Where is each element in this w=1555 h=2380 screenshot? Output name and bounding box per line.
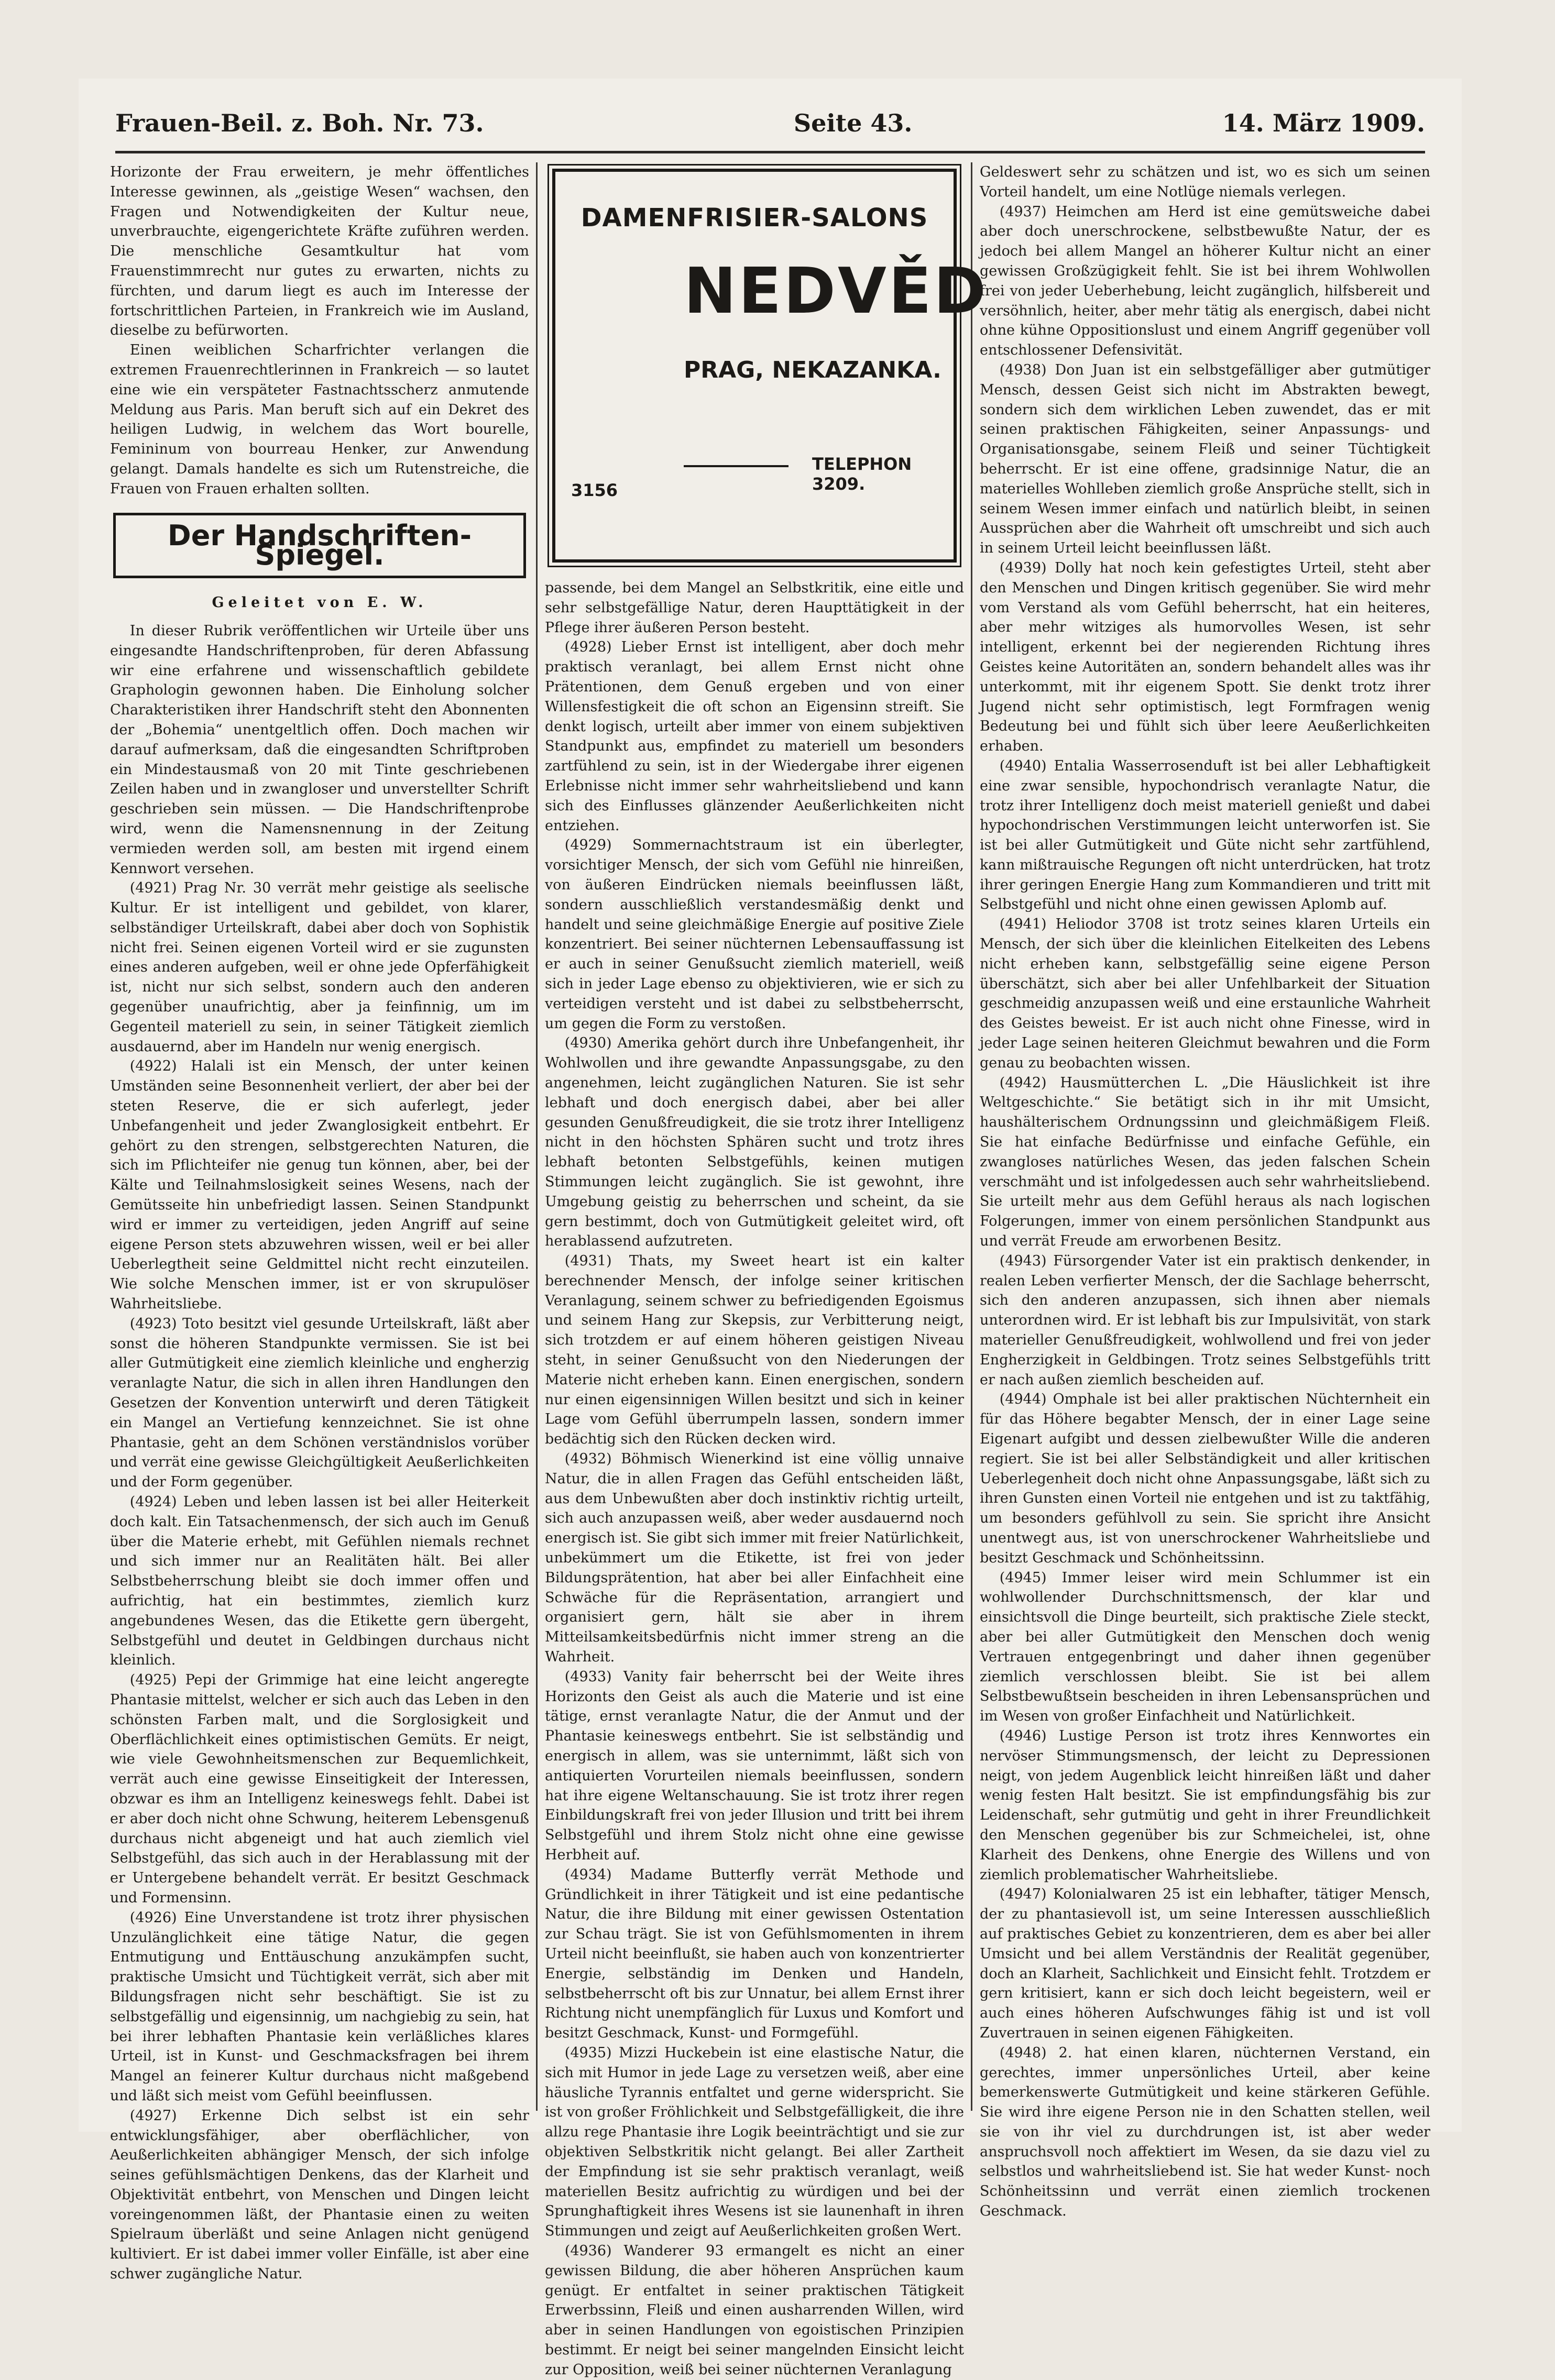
page-header xyxy=(115,100,1425,147)
handwriting-entry: (4926) Eine Unverstandene ist trotz ihrer physischen Unzulänglichkeit eine tätige Natur, die gegen Entmutigung und Enttäuschung anzukämpfen sucht, praktische Umsicht und Tüchtigkeit verrät, sich aber mit Bildungsfragen nicht sehr beschäftigt. Sie ist zu selbstgefällig und eigensinnig, um nachgiebig zu sein, hat bei ihrer lebhaften Phantasie kein verläßliches klares Urteil, ist in Kunst- und Geschmacksfragen bei ihrem Mangel an feinerer Kultur durchaus nicht maßgebend und läßt sich meist vom Gefühl beeinflussen. xyxy=(110,1909,529,2104)
column-1 xyxy=(110,162,529,2283)
column-3 xyxy=(980,162,1430,2220)
ad-heading: DAMENFRISIER-SALONS xyxy=(581,203,928,233)
advertisement-box xyxy=(552,169,988,563)
section-byline: Geleitet von E. W. xyxy=(212,594,428,611)
handwriting-entry: passende, bei dem Mangel an Selbstkritik, eine eitle und sehr selbstgefällige Natur, deren Haupttätigkeit in der Pflege ihrer äußeren Person besteht. xyxy=(545,580,964,636)
handwriting-entry: (4930) Amerika gehört durch ihre Unbefangenheit, ihr Wohlwollen und ihre gewandte Anpassungsgabe, zu den angenehmen, leicht zugänglichen Naturen. Sie ist sehr lebhaft und doch energisch dabei, aber bei aller gesunden Genußfreudigkeit, die sie trotz ihrer Intelligenz nicht in den höchsten Sphären sucht und trotz ihres lebhaft betonten Selbstgefühls, keinen mutigen Stimmungen leicht zugänglich. Sie ist gewohnt, ihre Umgebung geistig zu beherrschen und scheint, da sie gern bestimmt, doch von Gutmütigkeit geleitet wird, oft herablassend aufzutreten. xyxy=(545,1035,964,1250)
handwriting-entry: (4932) Böhmisch Wienerkind ist eine völlig unnaive Natur, die in allen Fragen das Gefühl entscheiden läßt, aus dem Unbewußten aber doch instinktiv richtig urteilt, sich auch anzupassen weiß, aber weder ausdauernd noch energisch ist. Sie gibt sich immer mit freier Natürlichkeit, unbekümmert um die Etikette, ist frei von jeder Bildungsprätention, hat aber bei aller Einfachheit eine Schwäche für die Repräsentation, arrangiert und organisiert gern, hält sie aber in ihrem Mitteilsamkeitsbedürfnis nicht immer streng an die Wahrheit. xyxy=(545,1451,964,1666)
handwriting-entry: (4936) Wanderer 93 ermangelt es nicht an einer gewissen Bildung, die aber höheren Ansprüchen kaum genügt. Er entfaltet in seiner praktischen Tätigkeit Erwerbssinn, Fleiß und einen ausharrenden Willen, wird aber in seinen Handlungen von egoistischen Prinzipien bestimmt. Er neigt bei seiner mangelnden Einsicht leicht zur Opposition, weiß bei seiner nüchternen Veranlagung xyxy=(545,2242,964,2378)
section-title: Der Handschriften-Spiegel. xyxy=(113,513,526,579)
header-page-number: Seite 43. xyxy=(793,109,913,137)
handwriting-entry: (4943) Fürsorgender Vater ist ein praktisch denkender, in realen Leben verfierter Mensch, der die Sachlage beherrscht, sich den anderen anzupassen, sich ihnen aber niemals unterordnen wird. Er ist lebhaft bis zur Impulsivität, von stark materieller Genußfreudigkeit, wohlwollend und frei von jeder Engherzigkeit in Geldbingen. Trotz seines Selbstgefühls tritt er nach außen ziemlich bescheiden auf. xyxy=(980,1252,1430,1388)
article-paragraph: Einen weiblichen Scharfrichter verlangen die extremen Frauenrechtlerinnen in Frankreich — so lautet eine wie ein verspäteter Fastnachtsscherz anmutende Meldung aus Paris. Man beruft sich auf ein Dekret des heiligen Ludwig, in welchem das Wort bourelle, Femininum von bourreau Henker, zur Anwendung gelangt. Damals handelte es sich um Rutenstreiche, die Frauen von Frauen erhalten sollten. xyxy=(110,342,529,497)
handwriting-entry: (4928) Lieber Ernst ist intelligent, aber doch mehr praktisch veranlagt, bei allem Ernst nicht ohne Prätentionen, dem Genuß ergeben und von einer Willensfestigkeit die oft schon an Eigensinn streift. Sie denkt logisch, urteilt aber immer von einem subjektiven Standpunkt aus, empfindet zu materiell um besonders zartfühlend zu sein, ist in der Wiedergabe ihrer eigenen Erlebnisse nicht immer sehr wahrheitsliebend und kann sich des Einflusses glänzender Aeußerlichkeiten nicht entziehen. xyxy=(545,639,964,834)
handwriting-entry: (4924) Leben und leben lassen ist bei aller Heiterkeit doch kalt. Ein Tatsachenmensch, der sich auch im Genuß über die Materie erhebt, mit Gefühlen niemals rechnet und sich immer nur an Realitäten hält. Bei aller Selbstbeherrschung bleibt sie doch immer offen und aufrichtig, hat ein bestimmtes, ziemlich kurz angebundenes Wesen, das die Etikette gern übergeht, Selbstgefühl und deutet in Geldbingen durchaus nicht kleinlich. xyxy=(110,1494,529,1669)
handwriting-entry: (4927) Erkenne Dich selbst ist ein sehr entwicklungsfähiger, aber oberflächlicher, von Aeußerlichkeiten abhängiger Mensch, der sich infolge seines gefühlsmächtigen Denkens, das der Klarheit und Objektivität entbehrt, von Menschen und Dingen leicht voreingenommen läßt, der Phantasie einen zu weiten Spielraum überläßt und seine Anlagen nicht genügend kultiviert. Er ist dabei immer voller Einfälle, ist aber eine schwer zugängliche Natur. xyxy=(110,2107,529,2283)
handwriting-entry: (4939) Dolly hat noch kein gefestigtes Urteil, steht aber den Menschen und Dingen kritisch gegenüber. Sie wird mehr vom Verstand als vom Gefühl beherrscht, hat ein heiteres, aber mehr witziges als humorvolles Wesen, ist sehr intelligent, erkennt bei der negierenden Richtung ihres Geistes keine Autoritäten an, sondern behandelt alles was ihr unterkommt, mit ihr eigenem Spott. Sie denkt trotz ihrer Jugend nicht sehr optimistisch, legt Formfragen wenig Bedeutung bei und fühlt sich über leere Aeußerlichkeiten erhaben. xyxy=(980,559,1430,755)
handwriting-entry: (4935) Mizzi Huckebein ist eine elastische Natur, die sich mit Humor in jede Lage zu versetzen weiß, aber eine häusliche Tyrannis entfaltet und gerne widerspricht. Sie ist von großer Fröhlichkeit und Selbstgefälligkeit, die ihre allzu rege Phantasie ihre Logik beeinträchtigt und sie zur objektiven Selbstkritik nicht gelangt. Bei aller Zartheit der Empfindung ist sie sehr praktisch veranlagt, weiß materiellen Besitz aufrichtig zu würdigen und bei der Sprunghaftigkeit ihres Wesens ist sie launenhaft in ihren Stimmungen und zeigt auf Aeußerlichkeiten großen Wert. xyxy=(545,2044,964,2240)
handwriting-entry: Geldeswert sehr zu schätzen und ist, wo es sich um seinen Vorteil handelt, um eine Notlüge niemals verlegen. xyxy=(980,164,1430,200)
handwriting-entry: (4931) Thats, my Sweet heart ist ein kalter berechnender Mensch, der infolge seiner kritischen Veranlagung, seinem schwer zu befriedigenden Egoismus und seinem Hang zur Skepsis, zur Verbitterung neigt, sich trotzdem er auf einem höheren geistigen Niveau steht, in seiner Genußsucht von den Niederungen der Materie nicht erheben kann. Einen energischen, sondern nur einen eigensinnigen Willen besitzt und sich in keiner Lage vom Gefühl überrumpeln lassen, sondern immer bedächtig sich den Rücken decken wird. xyxy=(545,1253,964,1448)
handwriting-entry: (4944) Omphale ist bei aller praktischen Nüchternheit ein für das Höhere begabter Mensch, der in einer Lage seine Eigenart aufgibt und dessen zielbewußter Wille die anderen regiert. Sie ist bei aller Selbständigkeit und aller kritischen Ueberlegenheit doch nicht ohne Anpassungsgabe, läßt sich zu ihren Gunsten einen Vorteil nie entgehen und ist zu taktfähig, um besonders gefühlvoll zu sein. Sie spricht ihre Ansicht unentwegt aus, ist von unerschrockener Wahrheitsliebe und besitzt Geschmack und Schönheitssinn. xyxy=(980,1391,1430,1566)
column-divider xyxy=(536,162,538,2111)
handwriting-entry: (4921) Prag Nr. 30 verrät mehr geistige als seelische Kultur. Er ist intelligent und gebildet, von klarer, selbständiger Urteilskraft, dabei aber doch von Sophistik nicht frei. Seinen eigenen Vorteil wird er sie zugunsten eines anderen aufgeben, weil er ohne jede Opferfähigkeit ist, nicht nur sich selbst, sondern auch den anderen gegenüber unaufrichtig, aber ja feinfinnig, um im Gegenteil materiell zu sein, in seiner Tätigkeit ziemlich ausdauernd, aber im Handeln nur wenig energisch. xyxy=(110,880,529,1055)
header-rule xyxy=(115,151,1425,153)
ad-address: PRAG, NEKAZANKA. xyxy=(684,357,941,383)
section-intro: In dieser Rubrik veröffentlichen wir Urteile über uns eingesandte Handschriftenproben, für deren Abfassung wir eine erfahrene und wissenschaftlich gebildete Graphologin gewonnen haben. Die Einholung solcher Charakteristiken ihrer Handschrift steht den Abonnenten der „Bohemia“ unentgeltlich offen. Doch machen wir darauf aufmerksam, daß die eingesandten Schriftproben ein Mindestausmaß von 20 mit Tinte geschriebenen Zeilen haben und in zwangloser und unverstellter Schrift geschrieben sein müssen. — Die Handschriftenprobe wird, wenn die Namensnennung in der Zeitung vermieden werden soll, am besten mit irgend einem Kennwort versehen. xyxy=(110,622,529,877)
handwriting-entry: (4938) Don Juan ist ein selbstgefälliger aber gutmütiger Mensch, dessen Geist sich nicht im Abstrakten bewegt, sondern sich dem wirklichen Leben zuwendet, das er mit seinen praktischen Fähigkeiten, seiner Anpassungs- und Organisationsgabe, seinem Fleiß und seiner Tüchtigkeit beherrscht. Er ist eine offene, gradsinnige Natur, die an materielles Wohlleben ziemlich große Ansprüche stellt, sich in seinem Wesen immer einfach und natürlich bleibt, in seinen Aussprüchen aber die Wahrheit oft umschreibt und sich auch in seinem Urteil leicht beeinflussen läßt. xyxy=(980,361,1430,557)
handwriting-entry: (4941) Heliodor 3708 ist trotz seines klaren Urteils ein Mensch, der sich über die kleinlichen Eitelkeiten des Lebens nicht erheben kann, selbstgefällig seine eigene Person überschätzt, sich aber bei aller Unfehlbarkeit der Situation geschmeidig anzupassen weiß und eine erstaunliche Wahrheit des Geistes beweist. Er ist auch nicht ohne Finesse, wird in jeder Lage seinen heiteren Gleichmut bewahren und die Form genau zu beobachten wissen. xyxy=(980,916,1430,1071)
handwriting-entry: (4929) Sommernachtstraum ist ein überlegter, vorsichtiger Mensch, der sich vom Gefühl nie hinreißen, von äußeren Eindrücken niemals beeinflussen läßt, sondern ausschließlich verstandesmäßig denkt und handelt und seine gleichmäßige Energie auf positive Ziele konzentriert. Bei seiner nüchternen Lebensauffassung ist er auch in seiner Genußsucht ziemlich materiell, weiß sich in jeder Lage ebenso zu objektivieren, wie er sich zu verteidigen versteht und ist dabei zu selbstbeherrscht, um gegen die Form zu verstoßen. xyxy=(545,837,964,1032)
handwriting-entry: (4948) 2. hat einen klaren, nüchternen Verstand, ein gerechtes, immer unpersönliches Urteil, aber keine bemerkenswerte Gutmütigkeit und keine stärkeren Gefühle. Sie wird ihre eigene Person nie in den Schatten stellen, weil sie von ihr viel zu durchdrungen ist, ist aber weder anspruchsvoll noch affektiert im Wesen, da sie dazu viel zu selbstlos und wahrheitsliebend ist. Sie hat weder Kunst- noch Schönheitssinn und verrät einen ziemlich trockenen Geschmack. xyxy=(980,2044,1430,2220)
handwriting-entry: (4933) Vanity fair beherrscht bei der Weite ihres Horizonts den Geist als auch die Materie und ist eine tätige, ernst veranlagte Natur, die der Anmut und der Phantasie keineswegs entbehrt. Sie ist selbständig und energisch in allem, was sie unternimmt, läßt sich von antiquierten Vorurteilen niemals beeinflussen, sondern hat ihre eigene Weltanschauung. Sie ist trotz ihrer regen Einbildungskraft frei von jeder Illusion und tritt bei ihrem Selbstgefühl und ihrem Stolz nicht ohne eine gewisse Herbheit auf. xyxy=(545,1668,964,1863)
handwriting-entry: (4942) Hausmütterchen L. „Die Häuslichkeit ist ihre Weltgeschichte.“ Sie betätigt sich in ihr mit Umsicht, haushälterischem Ordnungssinn und gleichmäßigem Fleiß. Sie hat einfache Bedürfnisse und einfache Gefühle, ein zwangloses natürliches Wesen, das jeden falschen Schein verschmäht und ist infolgedessen auch sehr wahrheitsliebend. Sie urteilt mehr aus dem Gefühl heraus als nach logischen Folgerungen, immer von einem persönlichen Standpunkt aus und verrät Freude am erworbenen Besitz. xyxy=(980,1074,1430,1250)
handwriting-entry: (4945) Immer leiser wird mein Schlummer ist ein wohlwollender Durchschnittsmensch, der klar und einsichtsvoll die Dinge beurteilt, sich praktische Ziele steckt, aber bei aller Gutmütigkeit den Menschen doch wenig Vertrauen entgegenbringt und daher ihnen gegenüber ziemlich verschlossen bleibt. Sie ist bei allem Selbstbewußtsein bescheiden in ihren Lebensansprüchen und im Wesen von großer Einfachheit und Natürlichkeit. xyxy=(980,1569,1430,1725)
handwriting-entry: (4925) Pepi der Grimmige hat eine leicht angeregte Phantasie mittelst, welcher er sich auch das Leben in den schönsten Farben malt, und die Sorglosigkeit und Oberflächlichkeit eines optimistischen Gemüts. Er neigt, wie viele Gewohnheitsmenschen zur Bequemlichkeit, verrät auch eine gewisse Einseitigkeit der Interessen, obzwar es ihm an Intelligenz keineswegs fehlt. Dabei ist er aber doch nicht ohne Schwung, heiterem Lebensgenuß durchaus nicht abgeneigt und hat auch ziemlich viel Selbstgefühl, das sich auch in der Herablassung mit der er Untergebene behandelt verrät. Er besitzt Geschmack und Formensinn. xyxy=(110,1672,529,1906)
handwriting-entry: (4940) Entalia Wasserrosenduft ist bei aller Lebhaftigkeit eine zwar sensible, hypochondrisch veranlagte Natur, die trotz ihrer Intelligenz doch meist materiell genießt und dabei hypochondrischen Verstimmungen leicht unterworfen ist. Sie ist bei aller Gutmütigkeit und Güte nicht sehr zartfühlend, kann mißtrauische Regungen oft nicht unterdrücken, hat trotz ihrer geringen Energie Hang zum Kommandieren und tritt mit Selbstgefühl und nicht ohne einen gewissen Aplomb auf. xyxy=(980,757,1430,913)
ad-rule xyxy=(684,465,789,467)
header-date: 14. März 1909. xyxy=(1222,109,1425,137)
ad-business-name: NEDVĚD xyxy=(684,255,988,328)
ad-telephone: TELEPHON 3209. xyxy=(812,454,912,494)
ad-code: 3156 xyxy=(571,480,618,500)
column-divider xyxy=(971,162,972,2111)
column-2 xyxy=(545,162,988,2378)
handwriting-entry: (4923) Toto besitzt viel gesunde Urteilskraft, läßt aber sonst die höheren Standpunkte vermissen. Sie ist bei aller Gutmütigkeit eine ziemlich kleinliche und engherzig veranlagte Natur, die sich in allen ihren Handlungen den Gesetzen der Konvention unterwirft und deren Tätigkeit ein Mangel an Vertiefung kennzeichnet. Sie ist ohne Phantasie, geht an dem Schönen verständnislos vorüber und verrät eine gewisse Gleichgültigkeit Aeußerlichkeiten und der Form gegenüber. xyxy=(110,1315,529,1491)
handwriting-entry: (4937) Heimchen am Herd ist eine gemütsweiche dabei aber doch unerschrockene, selbstbewußte Natur, der es jedoch bei allem Mangel an höherer Kultur nicht an einer gewissen Großzügigkeit fehlt. Sie ist bei ihrem Wohlwollen frei von jeder Ueberhebung, leicht zugänglich, hilfsbereit und versöhnlich, heiter, aber mehr tätig als energisch, dabei nicht ohne kühne Oppositionslust und einem Angriff gegenüber voll entschlossener Defensivität. xyxy=(980,203,1430,359)
handwriting-entry: (4922) Halali ist ein Mensch, der unter keinen Umständen seine Besonnenheit verliert, der aber bei der steten Reserve, die er sich auferlegt, jeder Unbefangenheit und jeder Zwanglosigkeit entbehrt. Er gehört zu den strengen, selbstgerechten Naturen, die sich im Pflichteifer nie genug tun können, aber, bei der Kälte und Teilnahmslosigkeit seines Wesens, nach der Gemütsseite hin unbefriedigt lassen. Seinen Standpunkt wird er immer zu verteidigen, jeden Angriff auf seine eigene Person stets abzuwehren wissen, weil er bei aller Ueberlegtheit seine Geldmittel nicht recht einzuteilen. Wie solche Menschen immer, ist er von skrupulöser Wahrheitsliebe. xyxy=(110,1058,529,1313)
handwriting-entry: (4934) Madame Butterfly verrät Methode und Gründlichkeit in ihrer Tätigkeit und ist eine pedantische Natur, die ihre Bildung mit einer gewissen Ostentation zur Schau trägt. Sie ist von Gefühlsmomenten in ihrem Urteil nicht beeinflußt, sie haben auch von konzentrierter Energie, selbständig im Denken und Handeln, selbstbeherrscht oft bis zur Unnatur, bei allem Ernst ihrer Richtung nicht unempfänglich für Luxus und Komfort und besitzt Geschmack, Kunst- und Formgefühl. xyxy=(545,1866,964,2042)
header-publication: Frauen-Beil. z. Boh. Nr. 73. xyxy=(115,109,484,137)
handwriting-entry: (4946) Lustige Person ist trotz ihres Kennwortes ein nervöser Stimmungsmensch, der leicht zu Depressionen neigt, von jedem Augenblick leicht hinreißen läßt und daher wenig festen Halt besitzt. Sie ist empfindungsfähig bis zur Leidenschaft, sehr gutmütig und geht in ihrer Freundlichkeit den Menschen gegenüber bis zur Schmeichelei, ist, ohne Klarheit des Denkens, ohne Energie des Willens und von ziemlich problematischer Wahrheitsliebe. xyxy=(980,1727,1430,1883)
handwriting-entry: (4947) Kolonialwaren 25 ist ein lebhafter, tätiger Mensch, der zu phantasievoll ist, um seine Interessen ausschließlich auf praktisches Gebiet zu konzentrieren, dem es aber bei aller Umsicht und bei allem Verständnis der Realität gegenüber, doch an Klarheit, Sachlichkeit und Einsicht fehlt. Trotzdem er gern kritisiert, kann er sich doch leicht begeistern, weil er auch eines höheren Aufschwunges fähig ist und ist voll Zuvertrauen in seinen eigenen Fähigkeiten. xyxy=(980,1886,1430,2041)
article-paragraph: Horizonte der Frau erweitern, je mehr öffentliches Interesse gewinnen, als „geistige Wesen“ wachsen, den Fragen und Notwendigkeiten der Kultur neue, unverbrauchte, eigengerichtete Kräfte zuführen werden. Die menschliche Gesamtkultur hat vom Frauenstimmrecht nur gutes zu erwarten, nichts zu fürchten, und darum liegt es auch im Interesse der fortschrittlichen Parteien, in Frankreich wie im Ausland, dieselbe zu befürworten. xyxy=(110,164,529,339)
newspaper-page xyxy=(79,79,1462,2378)
